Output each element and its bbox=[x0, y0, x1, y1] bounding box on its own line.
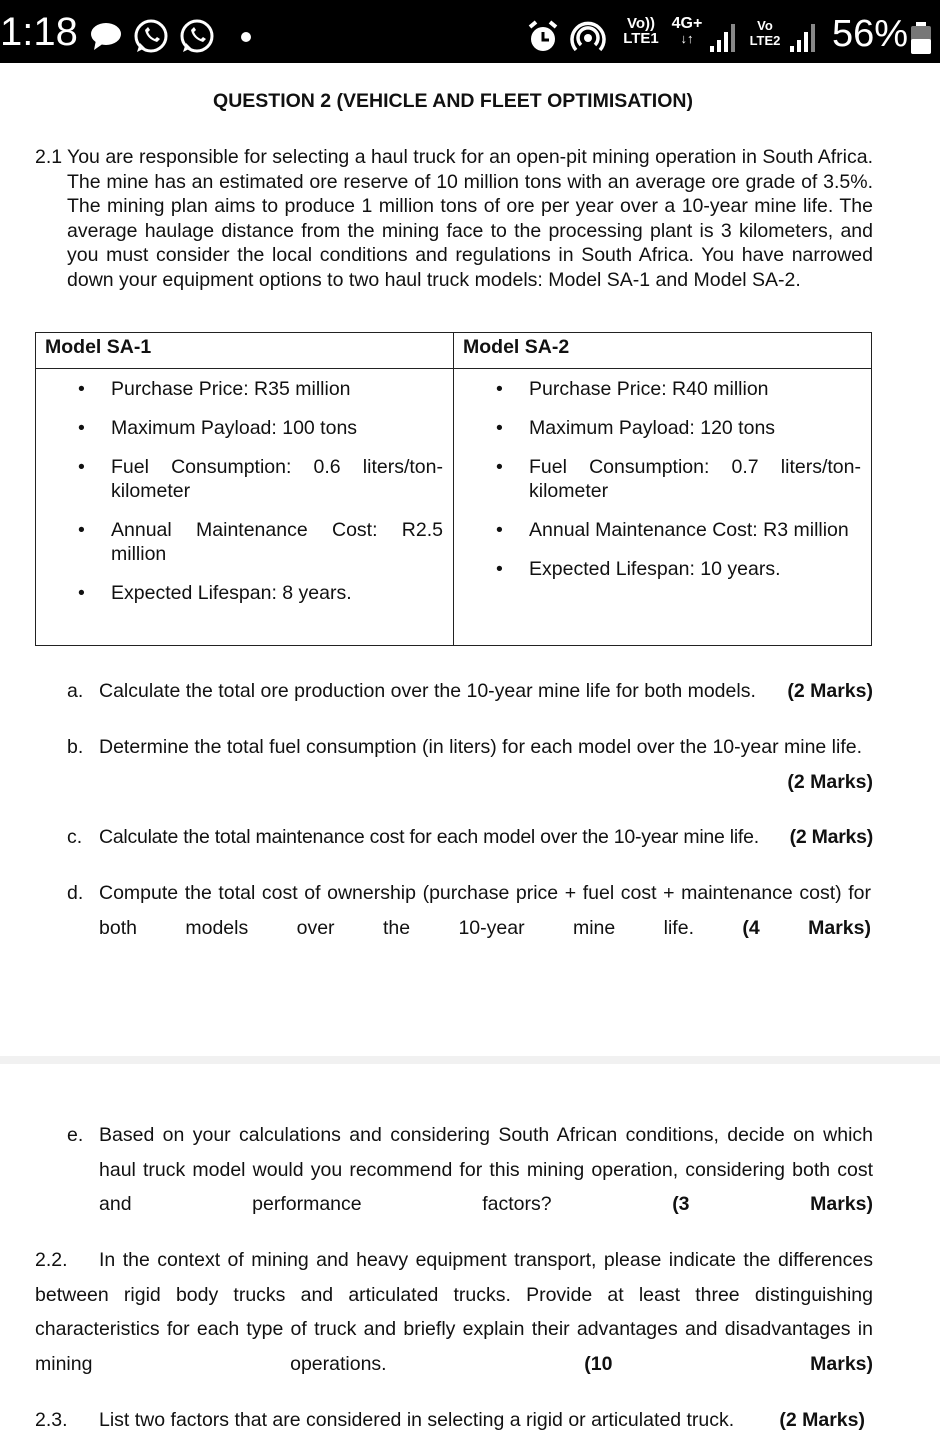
model-sa-2-specs bbox=[454, 369, 872, 646]
table-header-model-sa-1: Model SA-1 bbox=[36, 333, 454, 369]
whatsapp-icon bbox=[132, 18, 170, 56]
message-bubble-icon bbox=[90, 22, 124, 52]
question-label: 2.3. bbox=[35, 1409, 68, 1431]
question-title: QUESTION 2 (VEHICLE AND FLEET OPTIMISATION) bbox=[213, 90, 693, 112]
signal-strength-2-icon bbox=[788, 22, 818, 54]
battery-percent: 56% bbox=[832, 13, 909, 55]
sim2-volte: Vo LTE2 bbox=[749, 18, 781, 48]
marks: (2 Marks) bbox=[787, 770, 873, 793]
spec-item: • Annual Maintenance Cost: R2.5 million bbox=[36, 518, 443, 566]
question-text: Based on your calculations and considering South African conditions, decide on which haul truck model would you recommend for this mining operation, considering both cost and performance factors? bbox=[99, 1124, 873, 1215]
question-label: c. bbox=[67, 826, 83, 848]
spec-item: • Annual Maintenance Cost: R3 million bbox=[454, 518, 861, 542]
intro-text: You are responsible for selecting a haul truck for an open-pit mining operation in South Africa. The mine has an estimated ore reserve of 10 million tons with an average ore grade of 3.5%. The mining plan aims to produce 1 million tons of ore per year over a 10-year mine life. The average haulage distance from the mining face to the processing plant is 3 kilometers, and you must consider the local conditions and regulations in South Africa. You have narrowed down your equipment options to two haul truck models: Model SA-1 and Model SA-2. bbox=[67, 146, 873, 291]
network-type: 4G+ ↓↑ bbox=[671, 15, 703, 46]
question-text: Calculate the total ore production over the 10-year mine life for both models. bbox=[99, 680, 756, 702]
question-text: Calculate the total maintenance cost for each model over the 10-year mine life. bbox=[99, 826, 759, 848]
spec-item: • Fuel Consumption: 0.7 liters/ton-kilometer bbox=[454, 455, 861, 503]
model-sa-1-specs bbox=[36, 369, 454, 646]
table-header-model-sa-2: Model SA-2 bbox=[454, 333, 872, 369]
signal-strength-1-icon bbox=[708, 22, 738, 54]
marks: (2 Marks) bbox=[789, 826, 873, 848]
question-number: 2.1 bbox=[35, 146, 63, 168]
question-2-1-intro bbox=[35, 145, 873, 292]
question-text: List two factors that are considered in selecting a rigid or articulated truck. bbox=[99, 1409, 735, 1431]
question-text: In the context of mining and heavy equipment transport, please indicate the differences between rigid body trucks and articulated trucks. Provide at least three distinguishing characteristics for each type of truck and briefly explain their advantages and disadvantages in mining operations. bbox=[35, 1249, 873, 1375]
marks: (2 Marks) bbox=[779, 1409, 865, 1431]
spec-item: • Expected Lifespan: 10 years. bbox=[454, 557, 861, 581]
sim1-volte: Vo)) LTE1 bbox=[623, 15, 659, 47]
question-label: a. bbox=[67, 680, 84, 702]
clock: 1:18 bbox=[0, 10, 78, 54]
question-label: b. bbox=[67, 736, 84, 758]
spec-item: • Maximum Payload: 120 tons bbox=[454, 416, 861, 440]
question-text: Determine the total fuel consumption (in liters) for each model over the 10-year mine life. bbox=[99, 736, 863, 758]
spec-item: • Purchase Price: R40 million bbox=[454, 377, 861, 401]
marks: (4 Marks) bbox=[742, 916, 871, 939]
spec-item: • Purchase Price: R35 million bbox=[36, 377, 443, 401]
spec-item: • Fuel Consumption: 0.6 liters/ton-kilometer bbox=[36, 455, 443, 503]
marks: (10 Marks) bbox=[584, 1352, 874, 1375]
spec-item: • Maximum Payload: 100 tons bbox=[36, 416, 443, 440]
question-text: Compute the total cost of ownership (purchase price + fuel cost + maintenance cost) for both models over the 10-year mine life. bbox=[99, 882, 871, 939]
alarm-icon bbox=[526, 20, 560, 54]
hotspot-icon bbox=[570, 20, 606, 54]
more-notifications-dot-icon bbox=[240, 31, 252, 43]
page-separator bbox=[0, 1056, 940, 1064]
whatsapp-business-icon bbox=[178, 18, 216, 56]
spec-item: • Expected Lifespan: 8 years. bbox=[36, 581, 443, 605]
battery-icon bbox=[910, 22, 932, 56]
truck-models-table bbox=[35, 332, 872, 646]
question-label: d. bbox=[67, 882, 84, 904]
question-label: e. bbox=[67, 1124, 84, 1146]
status-bar bbox=[0, 0, 940, 63]
marks: (3 Marks) bbox=[672, 1193, 873, 1215]
marks: (2 Marks) bbox=[787, 680, 873, 702]
question-label: 2.2. bbox=[35, 1249, 68, 1271]
